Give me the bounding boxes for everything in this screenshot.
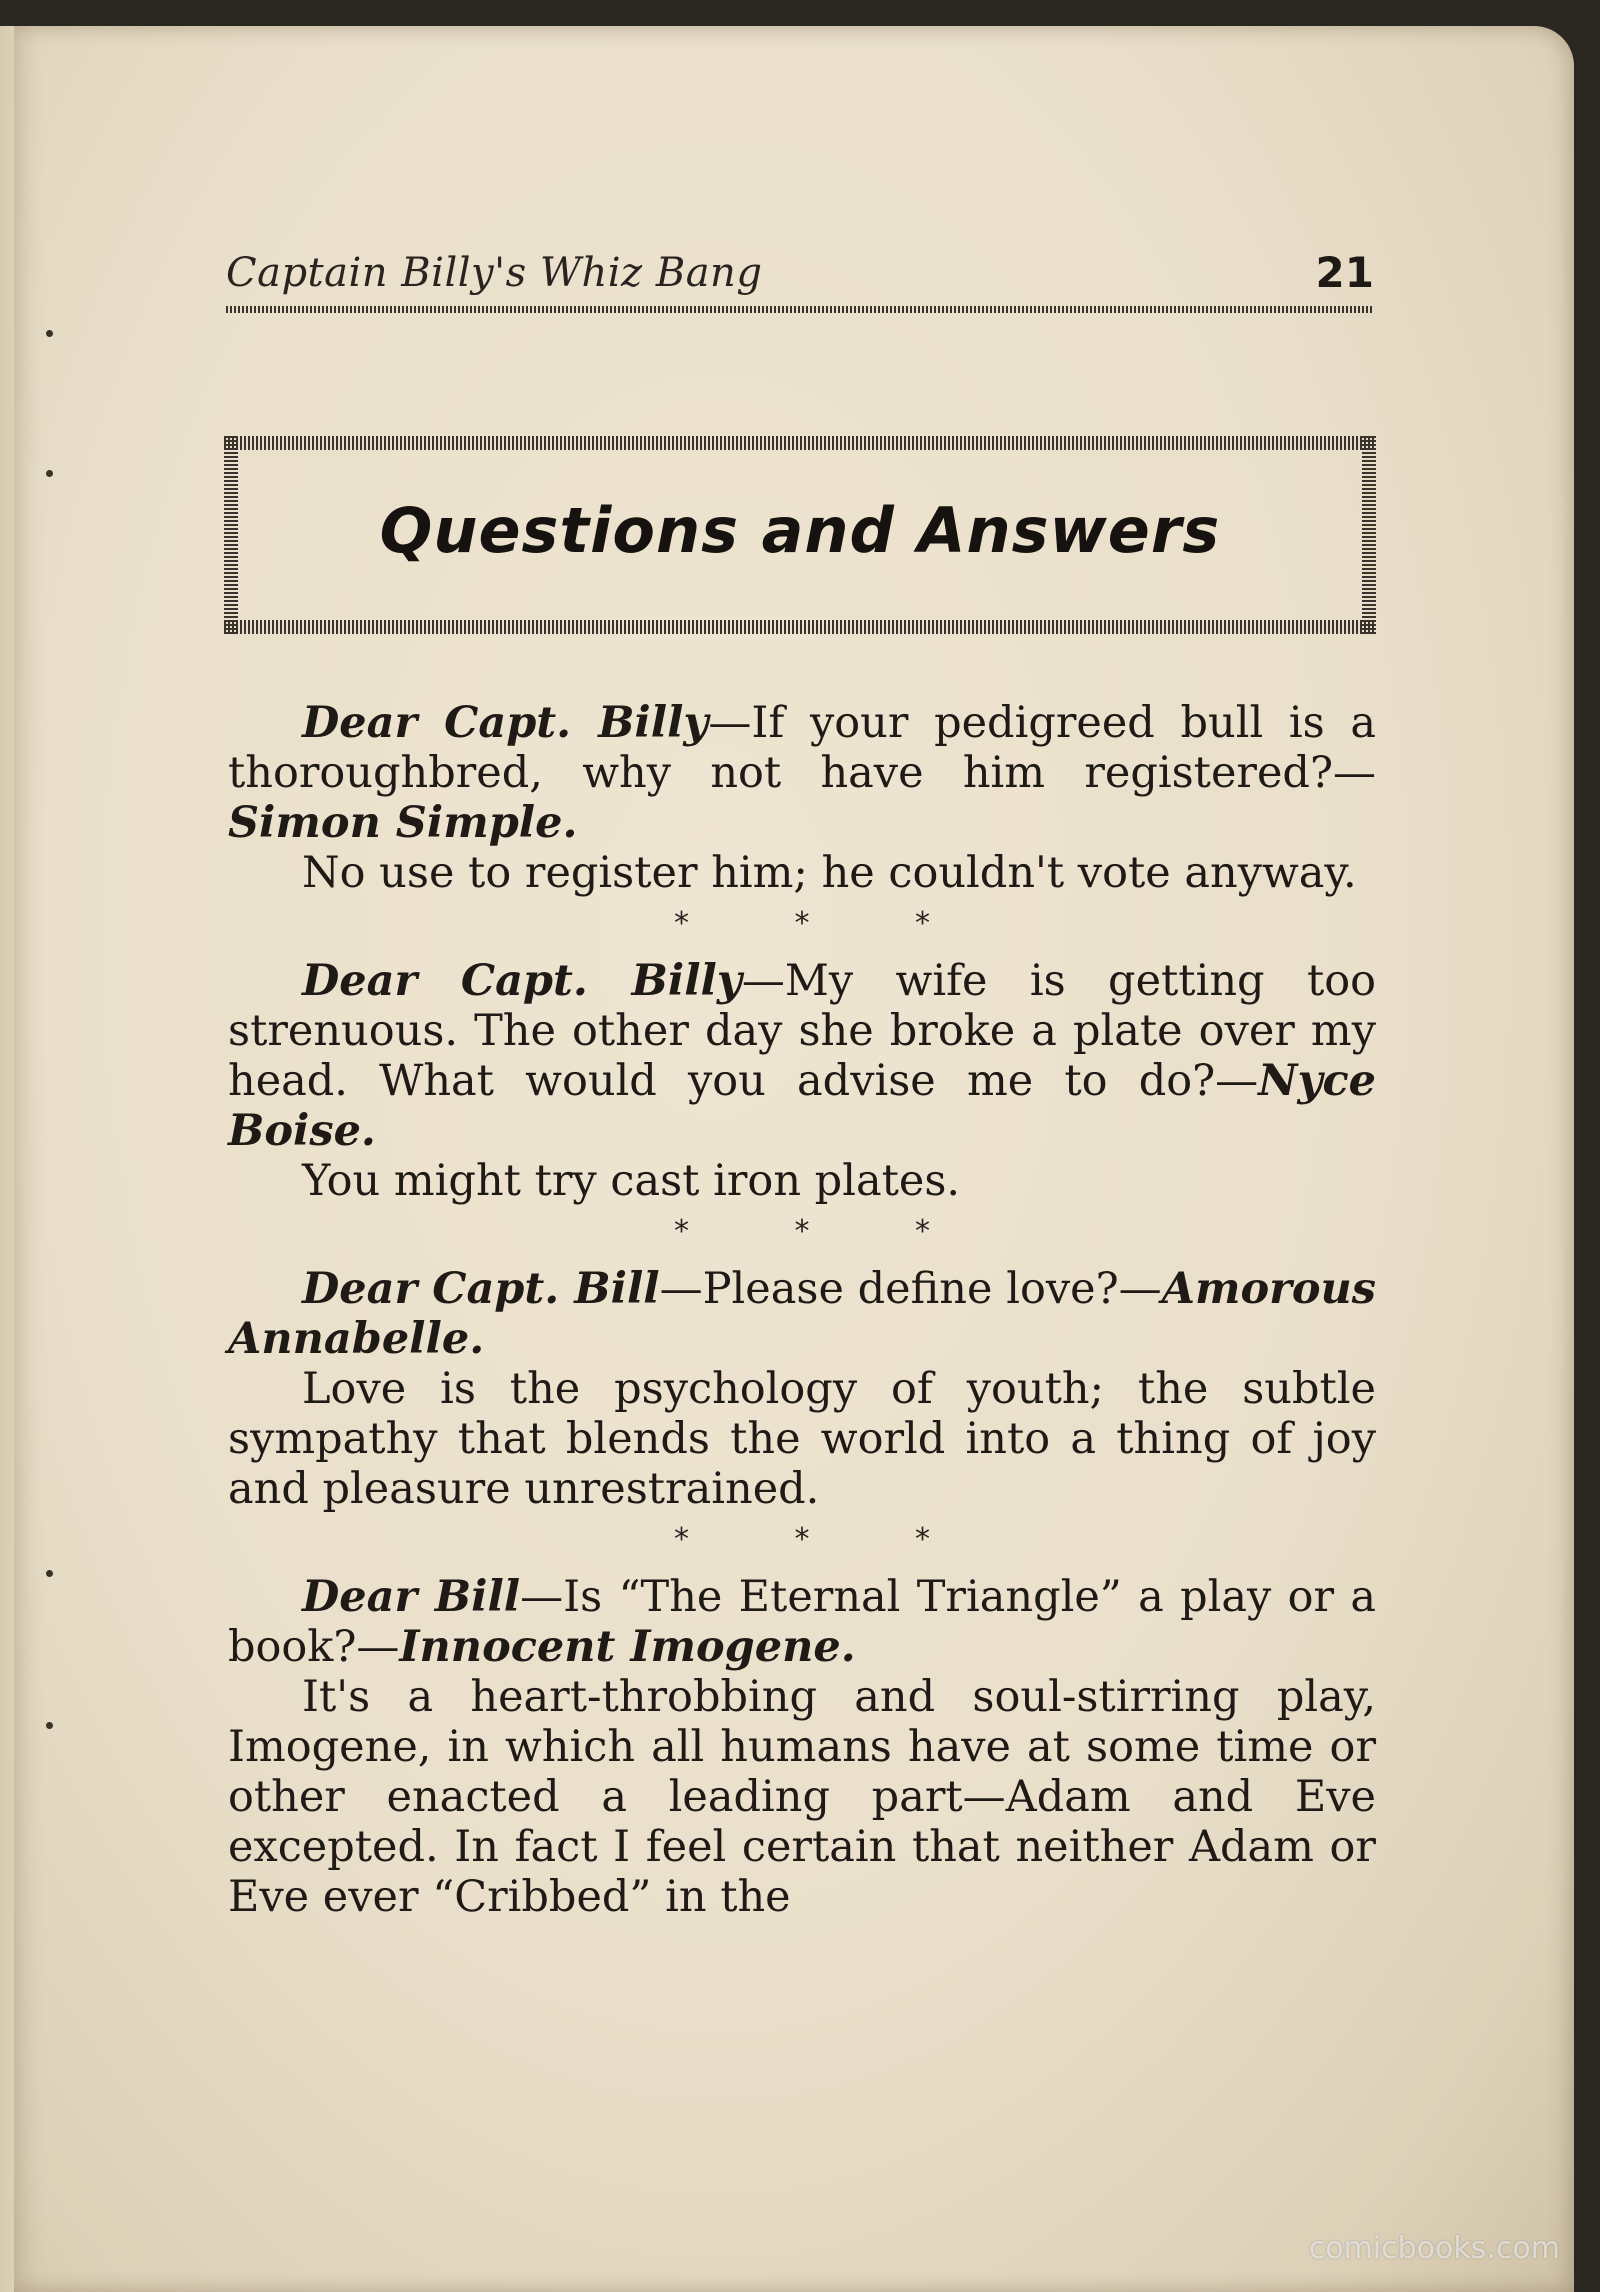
section-title-box bbox=[224, 436, 1376, 634]
running-head bbox=[226, 250, 1374, 312]
questions-and-answers bbox=[228, 698, 1376, 1922]
qa-entry bbox=[228, 956, 1376, 1206]
publication-title: Captain Billy's Whiz Bang bbox=[226, 250, 763, 296]
page-number: 21 bbox=[1315, 248, 1374, 297]
answer-paragraph: You might try cast iron plates. bbox=[302, 1156, 961, 1206]
separator-asterisks: * * * bbox=[673, 1522, 979, 1557]
title-box-top-rule bbox=[224, 436, 1376, 450]
answer-paragraph: Love is the psychology of youth; the subtle sympathy that blends the world into a thing of joy and pleasure unrestrained. bbox=[228, 1364, 1376, 1514]
salutation: Dear Bill bbox=[302, 1572, 521, 1622]
qa-entry bbox=[228, 698, 1376, 898]
signature: Amorous Annabelle. bbox=[228, 1264, 1376, 1364]
question-text: —If your pedigreed bull is a thoroughbred, why not have him registered?— bbox=[228, 698, 1376, 798]
question-paragraph bbox=[228, 1572, 1376, 1672]
header-rule bbox=[226, 306, 1374, 313]
salutation: Dear Capt. Billy bbox=[302, 698, 709, 748]
question-paragraph bbox=[228, 956, 1376, 1156]
salutation: Dear Capt. Bill bbox=[302, 1264, 660, 1314]
salutation: Dear Capt. Billy bbox=[302, 956, 742, 1006]
watermark: comicbooks.com bbox=[1308, 2231, 1560, 2266]
signature: Simon Simple. bbox=[228, 798, 578, 848]
signature: Innocent Imogene. bbox=[399, 1622, 856, 1672]
question-text: —My wife is getting too strenuous. The other day she broke a plate over my head. What would you advise me to do?— bbox=[228, 956, 1376, 1106]
title-box-bottom-rule bbox=[224, 620, 1376, 634]
question-paragraph bbox=[228, 698, 1376, 848]
qa-entry bbox=[228, 1572, 1376, 1922]
question-text: —Is “The Eternal Triangle” a play or a book?— bbox=[228, 1572, 1377, 1672]
answer-paragraph: No use to register him; he couldn't vote anyway. bbox=[302, 848, 1357, 898]
separator-asterisks: * * * bbox=[673, 1214, 979, 1249]
question-text: —Please define love?— bbox=[659, 1264, 1162, 1314]
answer-paragraph: It's a heart-throbbing and soul-stirring play, Imogene, in which all humans have at some time or other enacted a leading part—Adam and Eve excepted. In fact I feel certain that neither Adam or Eve ever “Cribbed” in the bbox=[228, 1672, 1376, 1922]
separator-asterisks: * * * bbox=[673, 906, 979, 941]
question-paragraph bbox=[228, 1264, 1376, 1364]
signature: Nyce Boise. bbox=[228, 1056, 1376, 1156]
qa-entry bbox=[228, 1264, 1376, 1514]
section-title: Questions and Answers bbox=[379, 494, 1221, 567]
